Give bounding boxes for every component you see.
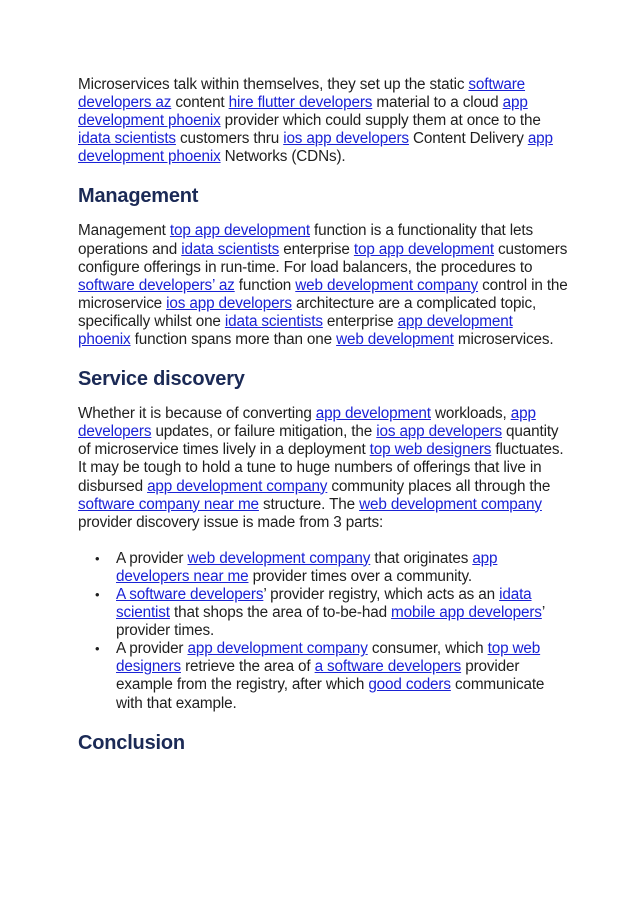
text-run: consumer, which xyxy=(367,640,488,658)
list-item xyxy=(78,640,568,712)
inline-link[interactable]: ios app developers xyxy=(376,423,502,441)
inline-link[interactable]: ios app developers xyxy=(166,294,292,312)
inline-link[interactable]: idata scientists xyxy=(224,312,323,330)
inline-link[interactable]: software company near me xyxy=(78,495,259,513)
text-run: microservices. xyxy=(453,331,554,349)
text-run: Whether it is because of converting xyxy=(78,405,316,423)
text-run: Microservices talk within themselves, they set up the static xyxy=(78,76,469,93)
inline-link[interactable]: app development xyxy=(315,405,431,423)
inline-link[interactable]: top web designers xyxy=(116,640,541,676)
inline-link[interactable]: hire flutter developers xyxy=(228,94,373,112)
text-run: material to a cloud xyxy=(372,94,503,112)
text-run: fluctuates. It may be tough to hold a tune to huge numbers of offerings that live in disbursed xyxy=(78,441,564,495)
text-run: architecture are a complicated topic, specifically whilst one xyxy=(78,294,537,330)
text-run: Content Delivery xyxy=(408,130,528,148)
inline-link[interactable]: good coders xyxy=(368,676,451,694)
document-page xyxy=(78,76,568,755)
inline-link[interactable]: web development company xyxy=(295,276,479,294)
inline-link[interactable]: software developers az xyxy=(78,76,526,112)
bullet-icon: • xyxy=(95,550,100,566)
list-item-text xyxy=(116,586,545,639)
text-run: workloads, xyxy=(430,405,511,423)
inline-link[interactable]: top web designers xyxy=(369,441,492,459)
text-run: community places all through the xyxy=(327,477,551,495)
inline-link[interactable]: A software developers xyxy=(116,585,264,603)
text-run: enterprise xyxy=(279,240,354,258)
text-run: communicate with that example. xyxy=(116,676,545,712)
inline-link[interactable]: web development xyxy=(336,331,454,349)
text-run: Management xyxy=(78,222,170,240)
inline-link[interactable]: web development company xyxy=(359,495,542,513)
inline-link[interactable]: app development phoenix xyxy=(78,312,513,349)
inline-link[interactable]: software developers’ az xyxy=(78,276,235,294)
inline-link[interactable]: idata scientists xyxy=(78,130,176,148)
text-run: retrieve the area of xyxy=(180,658,315,676)
inline-link[interactable]: idata scientist xyxy=(116,585,532,622)
inline-link[interactable]: a software developers xyxy=(314,658,462,676)
management-paragraph xyxy=(78,222,568,349)
text-run: A provider xyxy=(116,549,188,567)
text-run: content xyxy=(171,94,229,112)
inline-link[interactable]: app development phoenix xyxy=(78,94,528,130)
text-run: function xyxy=(234,276,296,294)
text-run: control in the microservice xyxy=(78,276,568,312)
text-run: customers configure offerings in run-time. For load balancers, the procedures to xyxy=(78,240,568,276)
text-run: function is a functionality that lets operations and xyxy=(78,222,533,258)
inline-link[interactable]: app development company xyxy=(187,640,368,658)
intro-paragraph xyxy=(78,76,568,166)
inline-link[interactable]: top app development xyxy=(353,240,494,258)
text-run: structure. The xyxy=(258,495,360,513)
text-run: quantity of microservice times lively in a deployment xyxy=(78,423,559,459)
text-run: ’ provider registry, which acts as an xyxy=(263,585,500,603)
list-item-text xyxy=(116,550,497,585)
inline-link[interactable]: ios app developers xyxy=(283,130,409,148)
text-run: provider which could supply them at once to the xyxy=(220,112,541,130)
text-run: provider times over a community. xyxy=(248,567,472,585)
heading-management: Management xyxy=(78,185,199,208)
heading-service-discovery: Service discovery xyxy=(78,368,245,391)
bullet-icon: • xyxy=(95,586,100,602)
inline-link[interactable]: app development phoenix xyxy=(78,130,553,166)
text-run: enterprise xyxy=(322,312,398,330)
heading-conclusion: Conclusion xyxy=(78,731,185,754)
text-run: that shops the area of to-be-had xyxy=(169,604,392,622)
inline-link[interactable]: app development company xyxy=(147,477,328,495)
inline-link[interactable]: idata scientists xyxy=(181,240,280,258)
text-run: A provider xyxy=(116,640,188,658)
service-discovery-parts-list xyxy=(78,550,568,713)
inline-link[interactable]: mobile app developers xyxy=(391,604,542,622)
inline-link[interactable]: app developers near me xyxy=(116,549,498,585)
text-run: function spans more than one xyxy=(130,331,337,349)
text-run: Networks (CDNs). xyxy=(220,148,346,166)
text-run: provider discovery issue is made from 3 parts: xyxy=(78,513,384,531)
list-item xyxy=(78,586,568,640)
inline-link[interactable]: app developers xyxy=(78,405,536,441)
inline-link[interactable]: top app development xyxy=(169,222,310,240)
text-run: updates, or failure mitigation, the xyxy=(151,423,377,441)
text-run: provider example from the registry, after which xyxy=(116,658,520,694)
text-run: customers thru xyxy=(175,130,284,148)
service-discovery-paragraph xyxy=(78,405,568,532)
bullet-icon: • xyxy=(95,641,100,657)
list-item-text xyxy=(116,640,544,711)
text-run: that originates xyxy=(370,549,473,567)
inline-link[interactable]: web development company xyxy=(187,549,371,567)
list-item xyxy=(78,550,568,586)
text-run: ’ provider times. xyxy=(116,604,545,640)
